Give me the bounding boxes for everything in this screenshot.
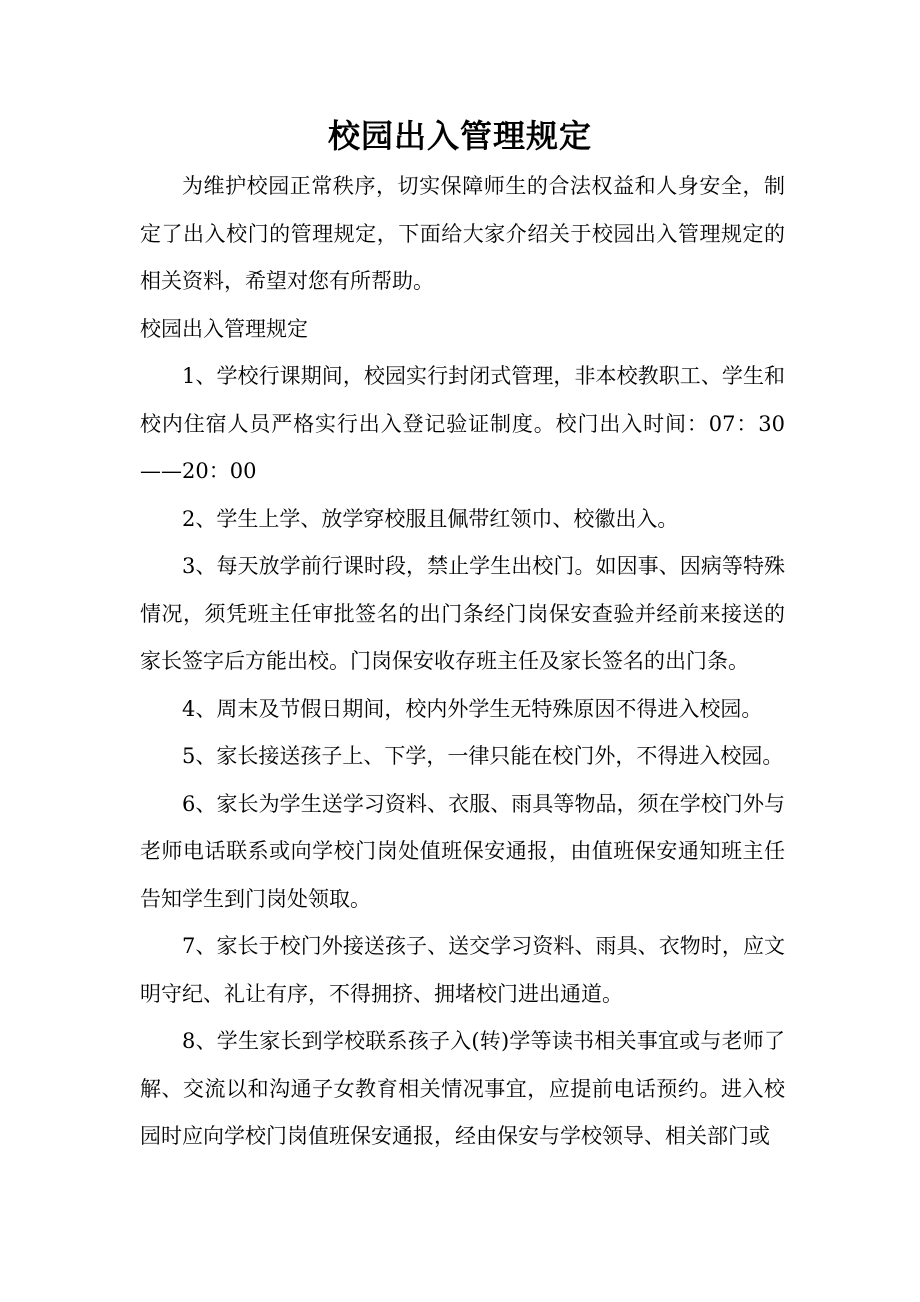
rule-item-7: 7、家长于校门外接送孩子、送交学习资料、雨具、衣物时，应文明守纪、礼让有序，不得拥挤、拥堵校门进出通道。 <box>140 934 785 1006</box>
document-body <box>140 163 785 1161</box>
rule-item-5: 5、家长接送孩子上、下学，一律只能在校门外，不得进入校园。 <box>182 744 784 768</box>
rule-item-4: 4、周末及节假日期间，校内外学生无特殊原因不得进入校园。 <box>182 696 763 721</box>
rule-item-3: 3、每天放学前行课时段，禁止学生出校门。如因事、因病等特殊情况，须凭班主任审批签名的出门条经门岗保安查验并经前来接送的家长签字后方能出校。门岗保安收存班主任及家长签名的出门条。 <box>140 554 785 673</box>
rule-item-6: 6、家长为学生送学习资料、衣服、雨具等物品，须在学校门外与老师电话联系或向学校门岗处值班保安通报，由值班保安通知班主任告知学生到门岗处领取。 <box>140 791 785 911</box>
document-title: 校园出入管理规定 <box>327 117 592 155</box>
rule-item-2: 2、学生上学、放学穿校服且佩带红领巾、校徽出入。 <box>182 506 679 531</box>
section-subheading: 校园出入管理规定 <box>140 316 308 341</box>
rule-item-8: 8、学生家长到学校联系孩子入(转)学等读书相关事宜或与老师了解、交流以和沟通子女教育相关情况事宜，应提前电话预约。进入校园时应向学校门岗值班保安通报，经由保安与学校领导、相关部门或 <box>140 1029 785 1148</box>
intro-paragraph: 为维护校园正常秩序，切实保障师生的合法权益和人身安全，制定了出入校门的管理规定，下面给大家介绍关于校园出入管理规定的相关资料，希望对您有所帮助。 <box>140 174 785 293</box>
rule-item-1: 1、学校行课期间，校园实行封闭式管理，非本校教职工、学生和校内住宿人员严格实行出入登记验证制度。校门出入时间：07：30——20：00 <box>140 364 785 483</box>
